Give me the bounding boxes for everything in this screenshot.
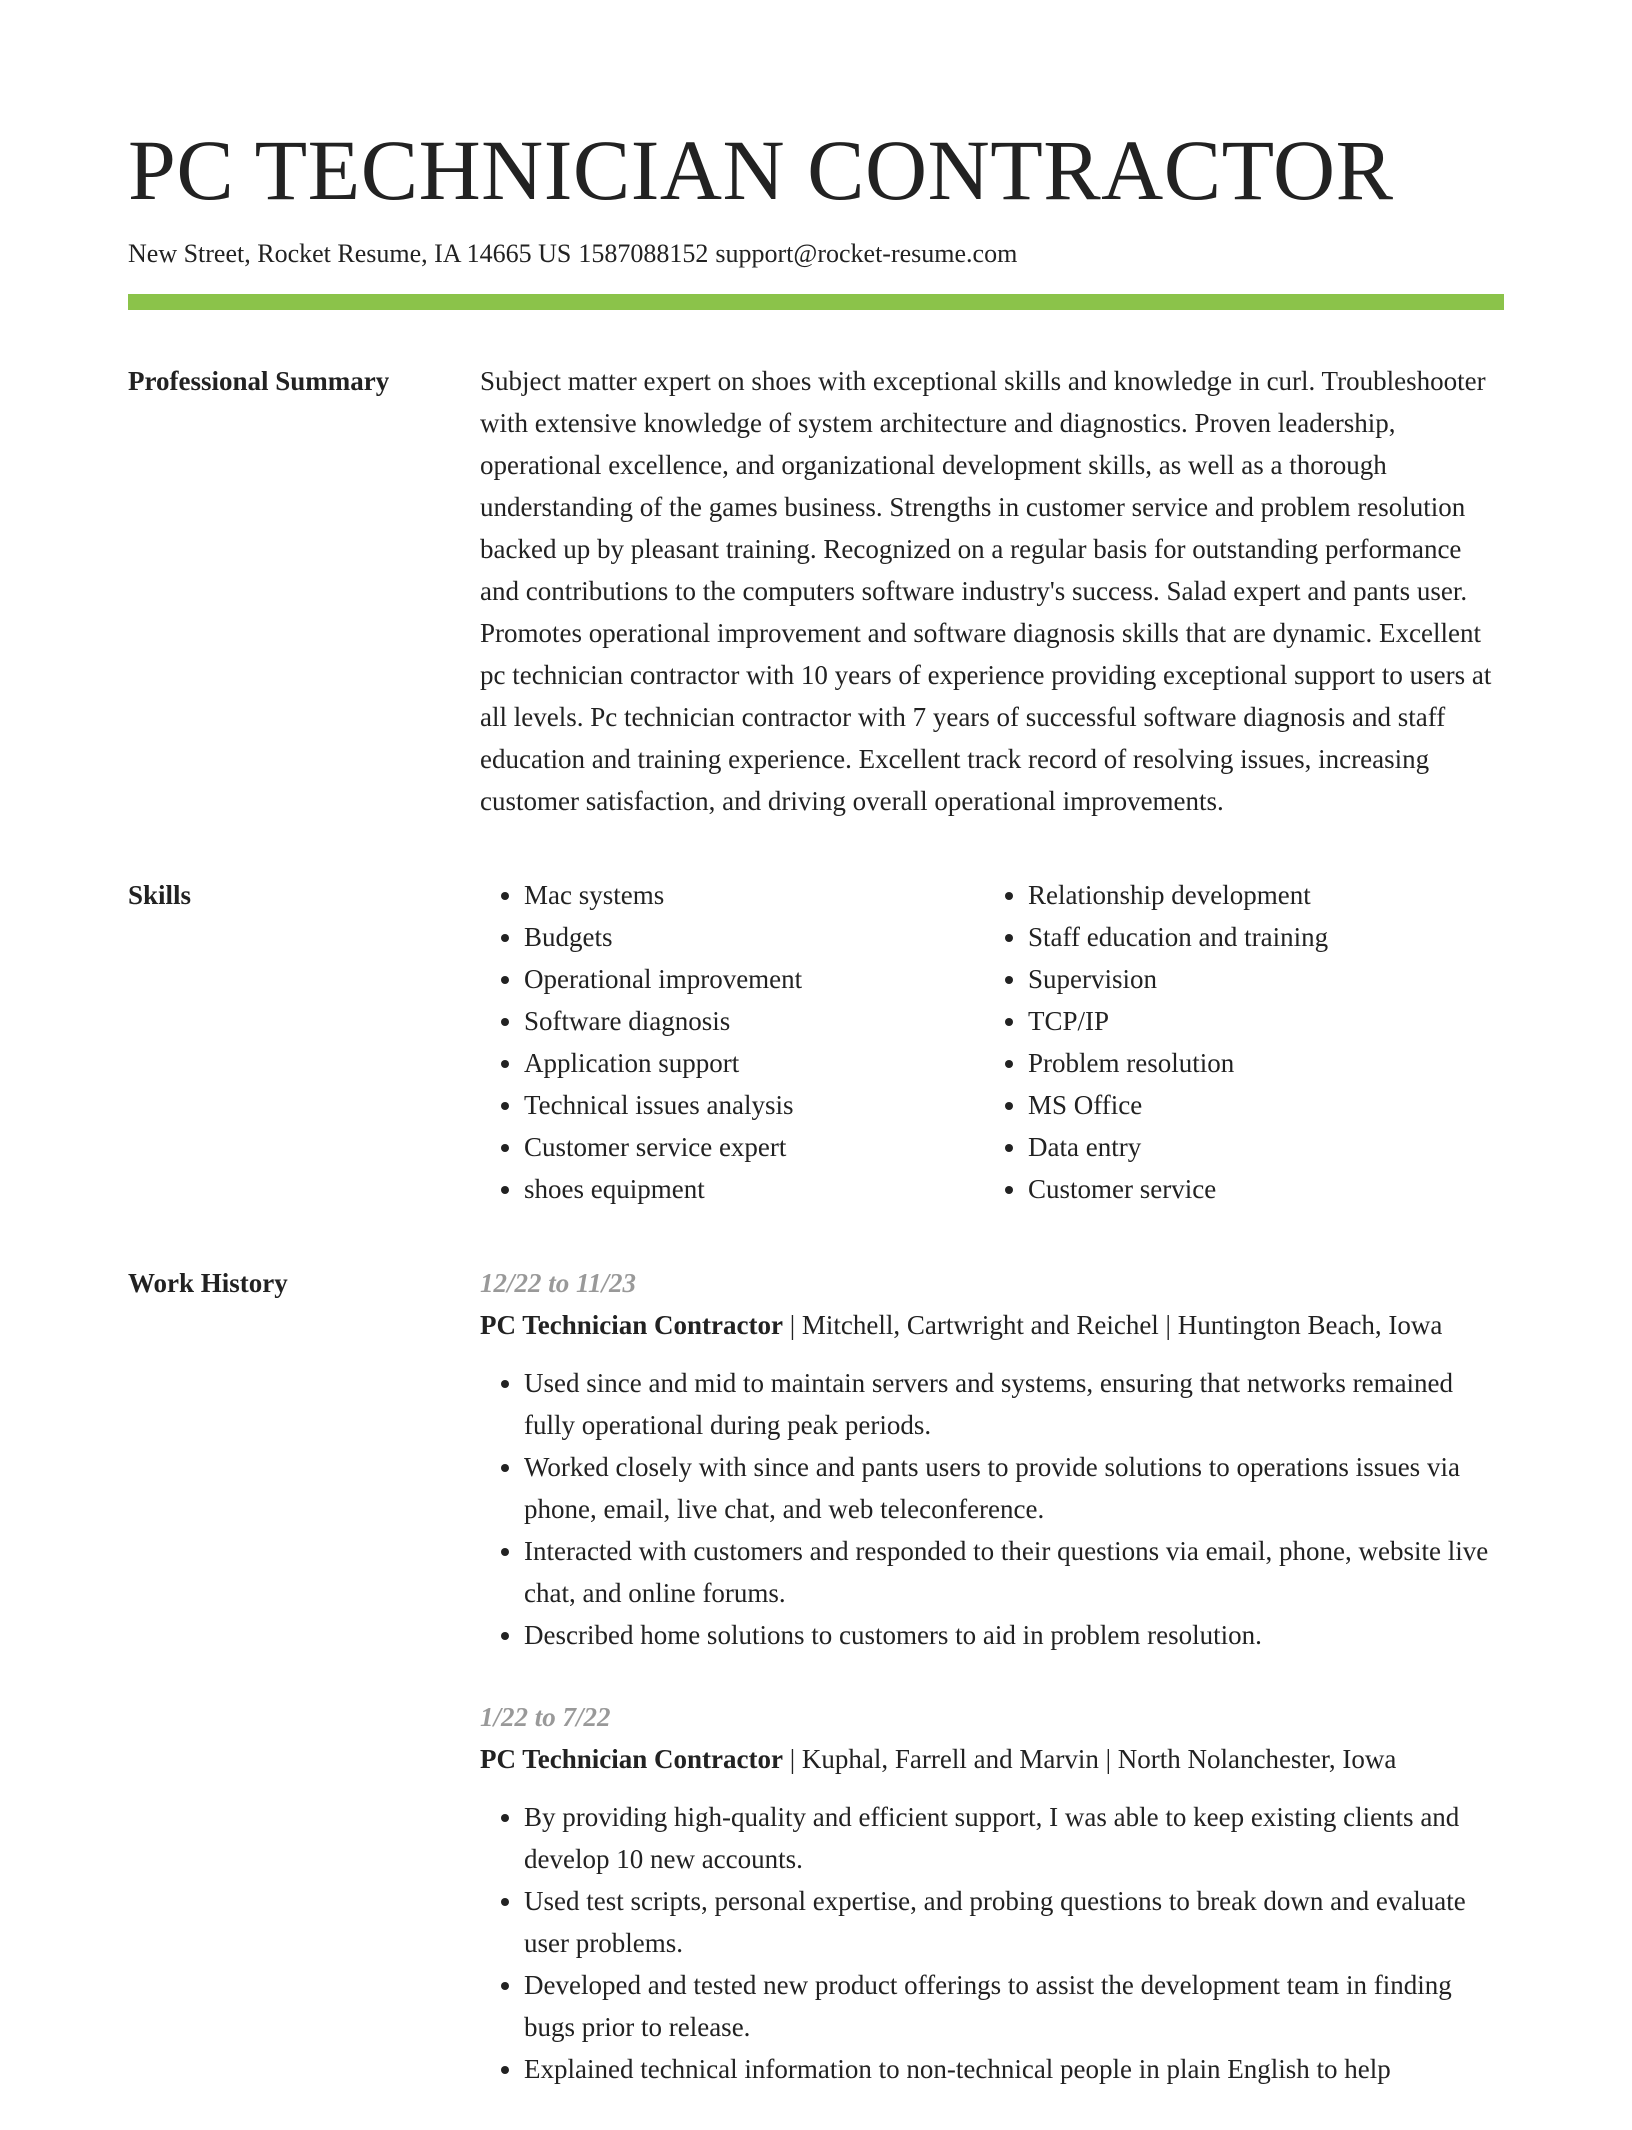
- skill-item: • Operational improvement: [524, 958, 984, 1000]
- skill-item: • Staff education and training: [1028, 916, 1488, 958]
- skill-item: • Problem resolution: [1028, 1042, 1488, 1084]
- summary-section: [128, 360, 1504, 822]
- job-entry: [480, 1262, 1504, 1656]
- skill-item: • Relationship development: [1028, 874, 1488, 916]
- contact-address: New Street, Rocket Resume, IA 14665 US: [128, 239, 572, 268]
- contact-email: support@rocket-resume.com: [715, 239, 1018, 268]
- job-bullet: • Described home solutions to customers to aid in problem resolution.: [524, 1614, 1504, 1656]
- skill-item: • Customer service: [1028, 1168, 1488, 1210]
- job-title: PC Technician Contractor: [480, 1310, 783, 1340]
- job-dates: 12/22 to 11/23: [480, 1268, 637, 1298]
- skill-item: • Software diagnosis: [524, 1000, 984, 1042]
- summary-text: Subject matter expert on shoes with exceptional skills and knowledge in curl. Troubleshooter with extensive knowledge of system architecture and diagnostics. Proven leadership, operational excellence, and organizational development skills, as well as a thorough understanding of the games business. Strengths in customer service and problem resolution backed up by pleasant training. Recognized on a regular basis for outstanding performance and contributions to the computers software industry's success. Salad expert and pants user. Promotes operational improvement and software diagnosis skills that are dynamic. Excellent pc technician contractor with 10 years of experience providing exceptional support to users at all levels. Pc technician contractor with 7 years of successful software diagnosis and staff education and training experience. Excellent track record of resolving issues, increasing customer satisfaction, and driving overall operational improvements.: [480, 366, 1492, 816]
- work-history-section: [128, 1262, 1504, 2130]
- job-title: PC Technician Contractor: [480, 1744, 783, 1774]
- job-bullets: [480, 1796, 1504, 2090]
- resume-page: [128, 118, 1504, 2130]
- job-bullet: • Used since and mid to maintain servers and systems, ensuring that networks remained fully operational during peak periods.: [524, 1362, 1504, 1446]
- skill-item: • Mac systems: [524, 874, 984, 916]
- skills-list-right: [984, 874, 1488, 1210]
- job-heading: [480, 1304, 1504, 1346]
- skill-item: • Technical issues analysis: [524, 1084, 984, 1126]
- skill-item: • Customer service expert: [524, 1126, 984, 1168]
- job-bullet: • By providing high-quality and efficient support, I was able to keep existing clients and develop 10 new accounts.: [524, 1796, 1504, 1880]
- contact-phone: 1587088152: [578, 239, 709, 268]
- job-bullet: • Used test scripts, personal expertise, and probing questions to break down and evaluate user problems.: [524, 1880, 1504, 1964]
- summary-heading: Professional Summary: [128, 366, 390, 396]
- accent-divider: [128, 294, 1504, 310]
- skill-item: • shoes equipment: [524, 1168, 984, 1210]
- work-history-heading: Work History: [128, 1268, 288, 1298]
- skills-heading: Skills: [128, 880, 192, 910]
- skill-item: • Application support: [524, 1042, 984, 1084]
- job-dates: 1/22 to 7/22: [480, 1702, 611, 1732]
- skill-item: • Budgets: [524, 916, 984, 958]
- job-employer-location: | Kuphal, Farrell and Marvin | North Nolanchester, Iowa: [783, 1744, 1397, 1774]
- job-entry: [480, 1696, 1504, 2090]
- job-bullet: • Developed and tested new product offerings to assist the development team in finding bugs prior to release.: [524, 1964, 1504, 2048]
- job-bullet: • Explained technical information to non-technical people in plain English to help: [524, 2048, 1504, 2090]
- job-bullet: • Worked closely with since and pants users to provide solutions to operations issues via phone, email, live chat, and web teleconference.: [524, 1446, 1504, 1530]
- skill-item: • Supervision: [1028, 958, 1488, 1000]
- skills-list-left: [480, 874, 984, 1210]
- job-heading: [480, 1738, 1504, 1780]
- contact-line: [128, 236, 1504, 272]
- skill-item: • Data entry: [1028, 1126, 1488, 1168]
- job-employer-location: | Mitchell, Cartwright and Reichel | Huntington Beach, Iowa: [783, 1310, 1443, 1340]
- skill-item: • MS Office: [1028, 1084, 1488, 1126]
- job-bullets: [480, 1362, 1504, 1656]
- skills-section: [128, 874, 1504, 1210]
- resume-title: PC TECHNICIAN CONTRACTOR: [128, 122, 1394, 218]
- job-bullet: • Interacted with customers and responded to their questions via email, phone, website live chat, and online forums.: [524, 1530, 1504, 1614]
- skill-item: • TCP/IP: [1028, 1000, 1488, 1042]
